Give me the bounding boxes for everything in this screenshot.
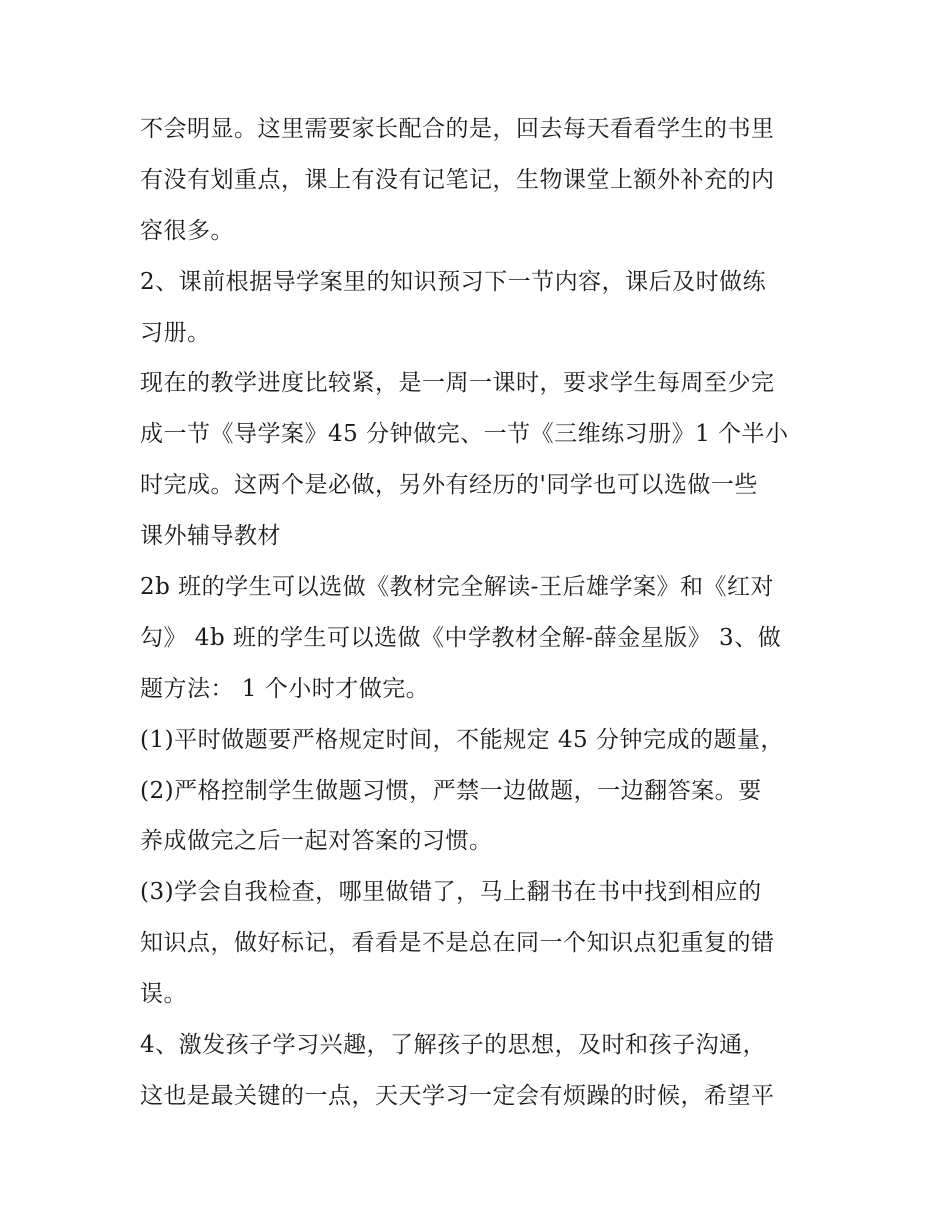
document-body — [140, 104, 820, 1122]
text-line: 课外辅导教材 — [140, 523, 281, 550]
text-line: 习册。 — [140, 319, 211, 346]
text-line: 2b 班的学生可以选做《教材完全解读-王后雄学案》和《红对 — [140, 574, 774, 601]
text-line: 容很多。 — [140, 217, 234, 244]
text-line: 现在的教学进度比较紧，是一周一课时，要求学生每周至少完 — [140, 370, 775, 397]
text-line: 时完成。这两个是必做，另外有经历的'同学也可以选做一些 — [140, 472, 758, 499]
text-line: 有没有划重点，课上有没有记笔记，生物课堂上额外补充的内 — [140, 166, 775, 193]
text-line: (1)平时做题要严格规定时间，不能规定 45 分钟完成的题量， — [140, 726, 784, 753]
text-line: 成一节《导学案》45 分钟做完、一节《三维练习册》1 个半小 — [140, 421, 789, 448]
text-line: (2)严格控制学生做题习惯，严禁一边做题，一边翻答案。要 — [140, 777, 762, 804]
text-line: 题方法： 1 个小时才做完。 — [140, 675, 430, 702]
text-line: 这也是最关键的一点，天天学习一定会有烦躁的时候，希望平 — [140, 1082, 775, 1109]
text-line: 不会明显。这里需要家长配合的是，回去每天看看学生的书里 — [140, 116, 775, 142]
text-line: 养成做完之后一起对答案的习惯。 — [140, 828, 493, 855]
text-line: 勾》 4b 班的学生可以选做《中学教材全解-薛金星版》 3、做 — [140, 624, 782, 651]
text-line: 知识点，做好标记，看看是不是总在同一个知识点犯重复的错 — [140, 930, 775, 957]
text-line: (3)学会自我检查，哪里做错了，马上翻书在书中找到相应的 — [140, 879, 762, 906]
text-line: 2、课前根据导学案里的知识预习下一节内容，课后及时做练 — [140, 268, 767, 295]
text-line: 4、激发孩子学习兴趣，了解孩子的思想，及时和孩子沟通， — [140, 1032, 767, 1059]
text-line: 误。 — [140, 981, 187, 1008]
